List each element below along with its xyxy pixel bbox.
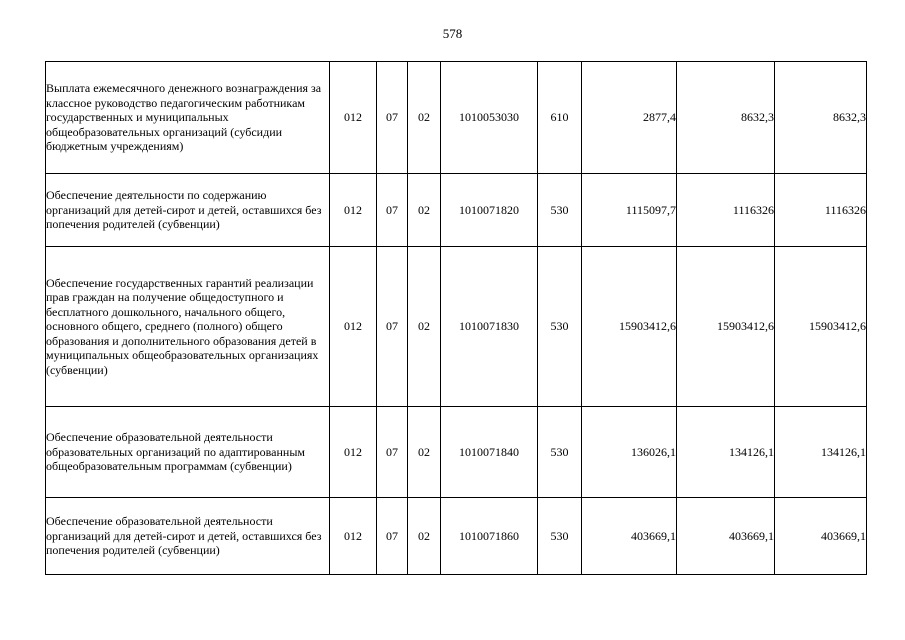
ministry-code: 012 (330, 247, 377, 407)
table-row (46, 498, 867, 575)
amount-year-3: 1116326 (775, 174, 867, 247)
amount-year-3: 8632,3 (775, 62, 867, 174)
target-article-code: 1010071860 (441, 498, 538, 575)
row-description: Выплата ежемесячного денежного вознаграждения за классное руководство педагогическим работникам государственных и муниципальных общеобразовательных организаций (субсидии бюджетным учреждениям) (46, 62, 330, 174)
amount-year-1: 136026,1 (582, 407, 677, 498)
row-description: Обеспечение образовательной деятельности образовательных организаций по адаптированным общеобразовательным программам (субвенции) (46, 407, 330, 498)
ministry-code: 012 (330, 62, 377, 174)
amount-year-1: 403669,1 (582, 498, 677, 575)
amount-year-1: 1115097,7 (582, 174, 677, 247)
section-code: 07 (377, 174, 408, 247)
table-row (46, 247, 867, 407)
row-description: Обеспечение деятельности по содержанию организаций для детей-сирот и детей, оставшихся без попечения родителей (субвенции) (46, 174, 330, 247)
amount-year-1: 2877,4 (582, 62, 677, 174)
amount-year-1: 15903412,6 (582, 247, 677, 407)
row-description: Обеспечение государственных гарантий реализации прав граждан на получение общедоступного и бесплатного дошкольного, начального общего, основного общего, среднего (полного) общего образования и дополнительного образования детей в муниципальных общеобразовательных организациях (субвенции) (46, 247, 330, 407)
amount-year-3: 134126,1 (775, 407, 867, 498)
section-code: 07 (377, 498, 408, 575)
section-code: 07 (377, 62, 408, 174)
expense-type-code: 530 (538, 247, 582, 407)
table-row (46, 62, 867, 174)
subsection-code: 02 (408, 407, 441, 498)
section-code: 07 (377, 247, 408, 407)
expense-type-code: 610 (538, 62, 582, 174)
row-description: Обеспечение образовательной деятельности организаций для детей-сирот и детей, оставшихся без попечения родителей (субвенции) (46, 498, 330, 575)
ministry-code: 012 (330, 498, 377, 575)
expense-type-code: 530 (538, 174, 582, 247)
subsection-code: 02 (408, 247, 441, 407)
amount-year-3: 15903412,6 (775, 247, 867, 407)
amount-year-3: 403669,1 (775, 498, 867, 575)
subsection-code: 02 (408, 174, 441, 247)
amount-year-2: 15903412,6 (677, 247, 775, 407)
ministry-code: 012 (330, 407, 377, 498)
expense-type-code: 530 (538, 498, 582, 575)
target-article-code: 1010071830 (441, 247, 538, 407)
subsection-code: 02 (408, 62, 441, 174)
table-row (46, 407, 867, 498)
section-code: 07 (377, 407, 408, 498)
table-row (46, 174, 867, 247)
amount-year-2: 1116326 (677, 174, 775, 247)
amount-year-2: 403669,1 (677, 498, 775, 575)
expense-type-code: 530 (538, 407, 582, 498)
target-article-code: 1010071840 (441, 407, 538, 498)
amount-year-2: 134126,1 (677, 407, 775, 498)
page-number: 578 (442, 26, 463, 41)
target-article-code: 1010053030 (441, 62, 538, 174)
amount-year-2: 8632,3 (677, 62, 775, 174)
target-article-code: 1010071820 (441, 174, 538, 247)
budget-table (45, 61, 867, 575)
subsection-code: 02 (408, 498, 441, 575)
ministry-code: 012 (330, 174, 377, 247)
